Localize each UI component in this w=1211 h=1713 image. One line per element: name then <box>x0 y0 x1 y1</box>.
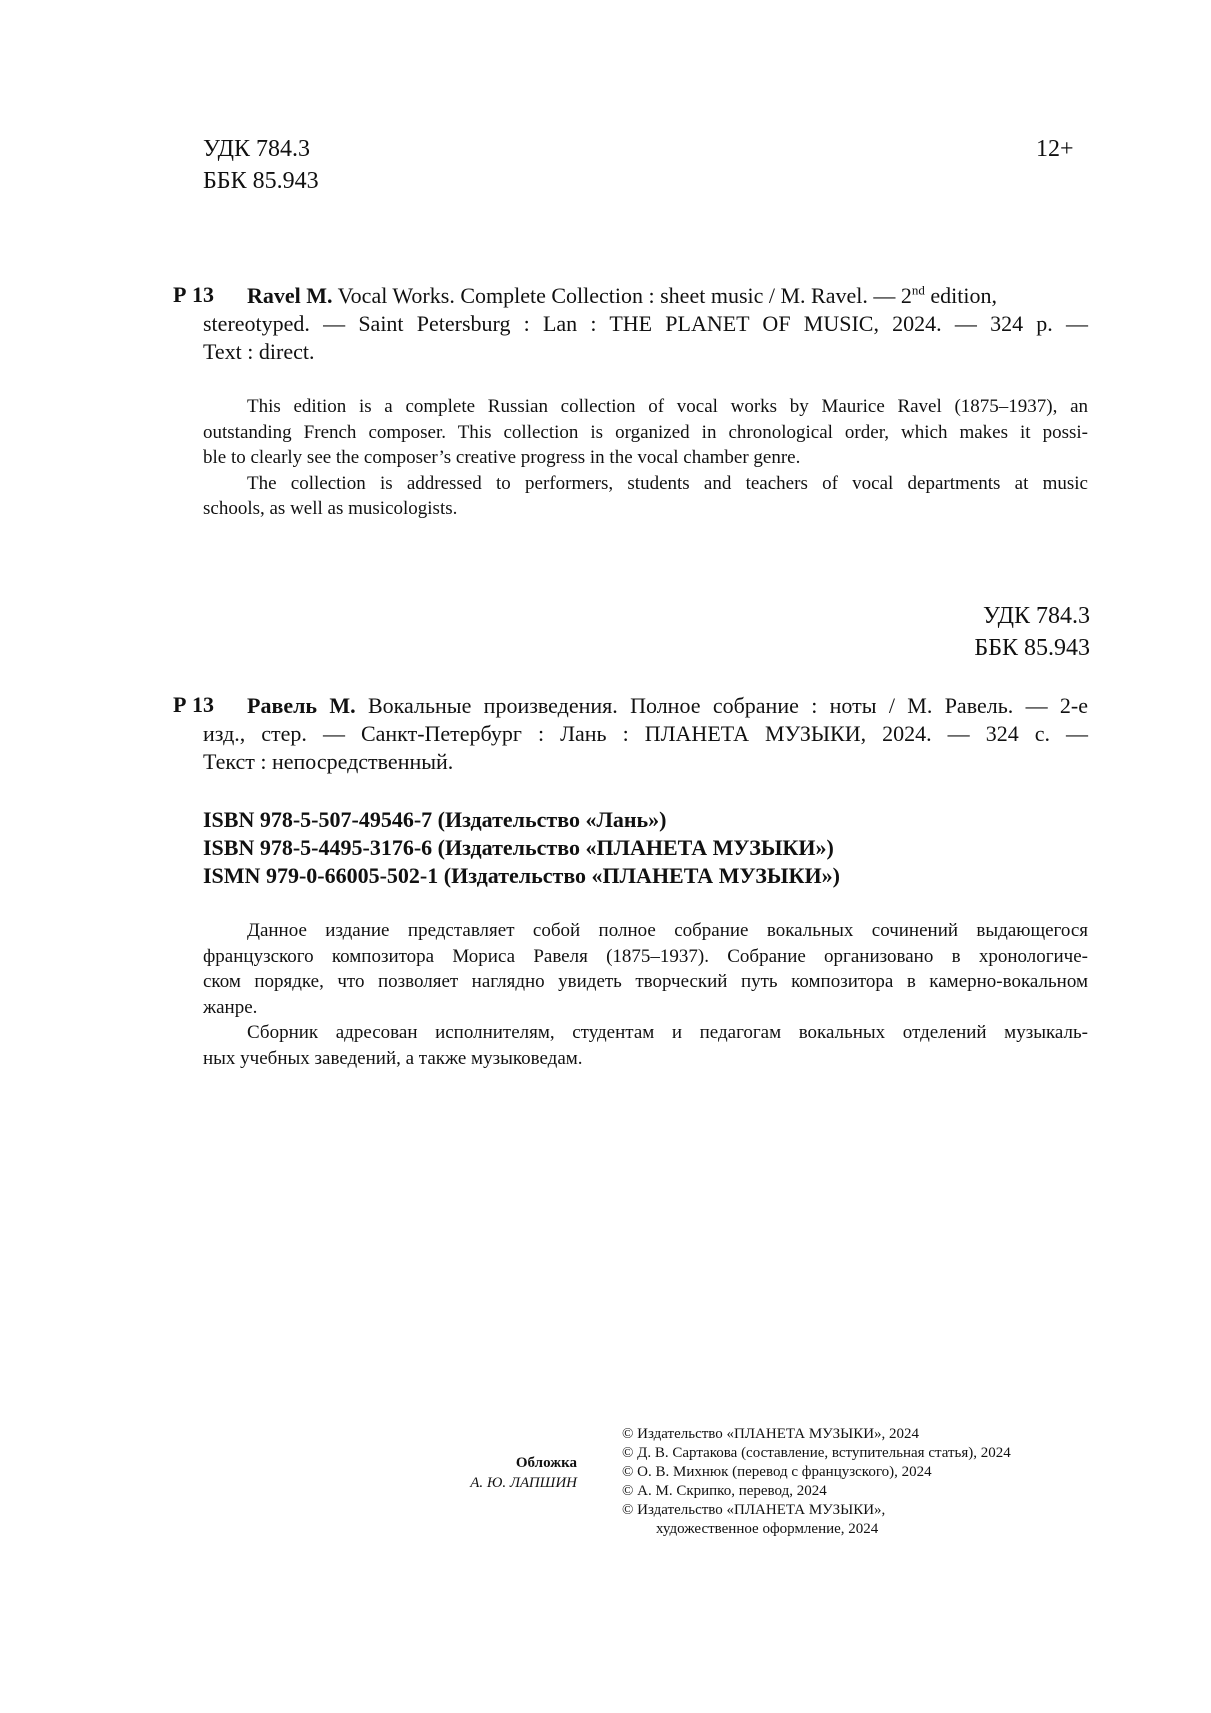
annotation-en-p2-line-2: schools, as well as musicologists. <box>203 498 458 519</box>
udk-code-ru: УДК 784.3 <box>983 603 1090 629</box>
annotation-ru-p2-line-1: Сборник адресован исполнителям, студентам и педагогам вокальных отделений музыкаль- <box>247 1022 1088 1043</box>
annotation-ru-p1-line-1: Данное издание представляет собой полное собрание вокальных сочинений выдающегося <box>247 920 1088 941</box>
copyright-line: художественное оформление, 2024 <box>656 1521 879 1537</box>
annotation-en-p1-line-1: This edition is a complete Russian collection of vocal works by Maurice Ravel (1875–1937), an <box>247 396 1088 417</box>
copyright-block <box>622 1425 1011 1539</box>
author-mark-en: Р 13 <box>173 282 214 307</box>
catalog-entry-en-line-2: stereotyped. — Saint Petersburg : Lan : THE PLANET OF MUSIC, 2024. — 324 p. — <box>203 311 1088 336</box>
cover-designer: А. Ю. ЛАПШИН <box>470 1475 577 1491</box>
catalog-entry-en-line-1 <box>247 282 1088 310</box>
annotation-en <box>203 394 1088 522</box>
ismn-planet-of-music: ISMN 979-0-66005-502-1 (Издательство «ПЛАНЕТА МУЗЫКИ») <box>203 863 840 888</box>
annotation-ru-p1-line-2: французского композитора Мориса Равеля (1875–1937). Собрание организовано в хронологиче- <box>203 945 1088 967</box>
catalog-entry-en-line-3: Text : direct. <box>203 339 315 364</box>
catalog-entry-ru-line-3: Текст : непосредственный. <box>203 749 454 774</box>
isbn-lan: ISBN 978-5-507-49546-7 (Издательство «Лань») <box>203 807 667 832</box>
catalog-entry-ru-line-2: изд., стер. — Санкт-Петербург : Лань : ПЛАНЕТА МУЗЫКИ, 2024. — 324 с. — <box>203 721 1088 746</box>
bbk-code-ru: ББК 85.943 <box>974 635 1090 661</box>
copyright-line: © О. В. Михнюк (перевод с французского), 2024 <box>622 1464 932 1480</box>
copyright-line: © А. М. Скрипко, перевод, 2024 <box>622 1483 827 1499</box>
age-rating: 12+ <box>1036 136 1074 162</box>
copyright-line: © Издательство «ПЛАНЕТА МУЗЫКИ», 2024 <box>622 1426 920 1442</box>
edition-superscript: nd <box>911 282 925 298</box>
title-text-en: Vocal Works. Complete Collection : sheet music / M. Ravel. — 2 <box>332 283 912 308</box>
cover-label: Обложка <box>515 1455 577 1471</box>
udk-code-en: УДК 784.3 <box>203 136 310 162</box>
title-text-ru: Вокальные произведения. Полное собрание : ноты / М. Равель. — 2-е <box>355 693 1089 718</box>
annotation-en-p2-line-1: The collection is addressed to performers, students and teachers of vocal departments at music <box>247 472 1088 494</box>
annotation-en-p1-line-2: outstanding French composer. This collection is organized in chronological order, which makes it possi- <box>203 421 1088 443</box>
catalog-entry-en <box>247 282 1088 310</box>
copyright-line: © Издательство «ПЛАНЕТА МУЗЫКИ», <box>622 1502 886 1518</box>
annotation-ru <box>203 918 1088 1071</box>
annotation-en-p1-line-3: ble to clearly see the composer’s creative progress in the vocal chamber genre. <box>203 447 801 468</box>
author-name-en: Ravel M. <box>247 283 333 308</box>
isbn-planet-of-music: ISBN 978-5-4495-3176-6 (Издательство «ПЛАНЕТА МУЗЫКИ») <box>203 835 834 860</box>
annotation-ru-p2-line-2: ных учебных заведений, а также музыковедам. <box>203 1047 583 1069</box>
copyright-line: © Д. В. Сартакова (составление, вступительная статья), 2024 <box>622 1445 1011 1461</box>
catalog-entry-ru-line-1 <box>247 692 1088 720</box>
author-mark-ru: Р 13 <box>173 692 214 717</box>
author-name-ru: Равель М. <box>247 693 356 718</box>
annotation-ru-p1-line-3: ском порядке, что позволяет наглядно увидеть творческий путь композитора в камерно-вокальном <box>203 971 1088 992</box>
annotation-ru-p1-line-4: жанре. <box>203 996 258 1018</box>
bbk-code-en: ББК 85.943 <box>203 168 319 194</box>
edition-text-en: edition, <box>924 283 997 308</box>
